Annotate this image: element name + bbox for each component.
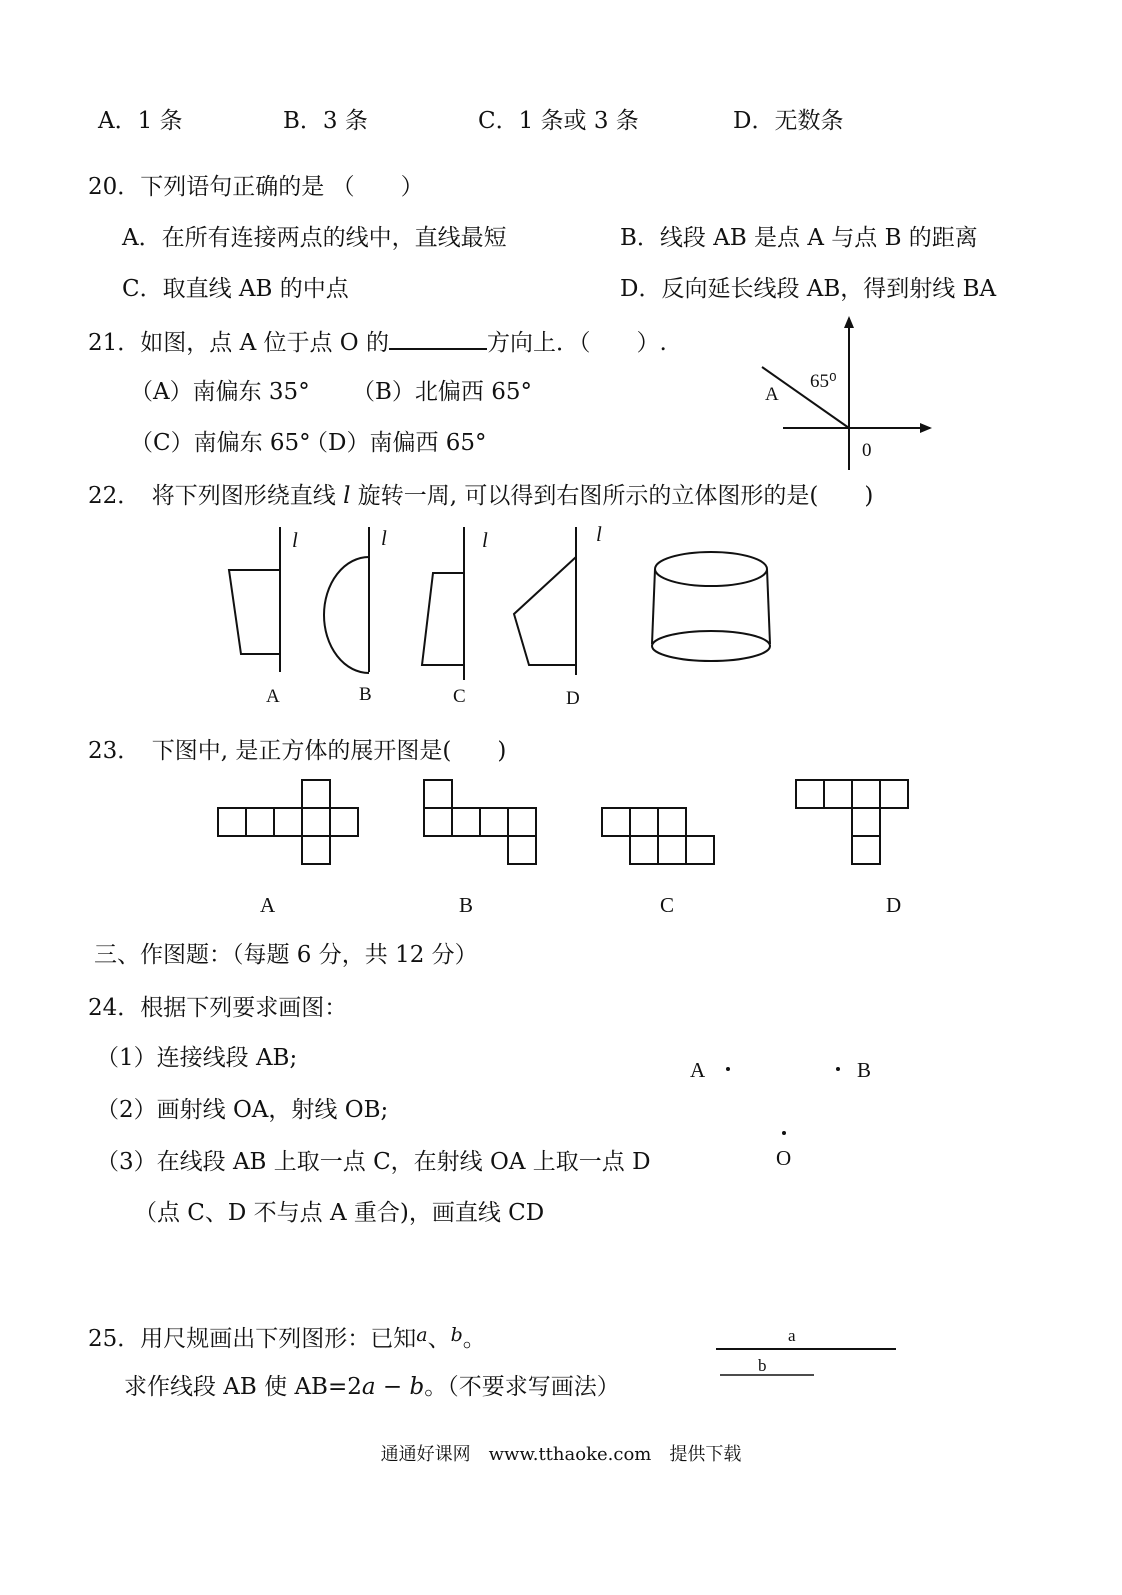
q22-label-c: C bbox=[453, 686, 466, 707]
q25-line2-minus: − bbox=[375, 1374, 410, 1400]
q21-stem-before: 21．如图，点 A 位于点 O 的 bbox=[88, 330, 389, 356]
q22-line-symbol: l bbox=[343, 483, 351, 509]
q23-label-c: C bbox=[660, 893, 675, 917]
q24-step-4: （点 C、D 不与点 A 重合)，画直线 CD bbox=[134, 1200, 545, 1226]
q21-direction-figure bbox=[762, 318, 930, 470]
q25-sep: 、 bbox=[427, 1326, 451, 1352]
q22-label-a: A bbox=[266, 686, 280, 707]
q23-label-a: A bbox=[260, 893, 276, 917]
q25-line2-b: b bbox=[409, 1374, 425, 1400]
q25-stem-end: 。 bbox=[462, 1326, 486, 1352]
section3-title: 三、作图题：（每题 6 分，共 12 分） bbox=[94, 942, 478, 968]
q22-stem-after: 旋转一周, 可以得到右图所示的立体图形的是( ) bbox=[357, 483, 874, 509]
q22-axis-l-d: l bbox=[596, 522, 602, 546]
q24-step-2: （2）画射线 OA，射线 OB; bbox=[96, 1097, 389, 1123]
q24-step-3: （3）在线段 AB 上取一点 C，在射线 OA 上取一点 D bbox=[96, 1149, 651, 1175]
q21-point-a-label: A bbox=[765, 384, 779, 405]
q19-option-b: B．3 条 bbox=[283, 108, 368, 134]
q21-option-a: （A）南偏东 35° bbox=[130, 379, 310, 405]
q22-shape-a bbox=[229, 527, 280, 672]
q19-option-c: C．1 条或 3 条 bbox=[478, 108, 639, 134]
q23-label-d: D bbox=[886, 893, 902, 917]
q20-option-d: D．反向延长线段 AB，得到射线 BA bbox=[620, 276, 997, 302]
q24-point-a bbox=[726, 1067, 730, 1071]
q24-point-a-label: A bbox=[690, 1058, 706, 1082]
q25-line2-before: 求作线段 AB 使 AB=2 bbox=[124, 1374, 362, 1400]
q22-label-d: D bbox=[566, 688, 580, 709]
q24-point-o-label: O bbox=[776, 1146, 792, 1170]
q23-net-a bbox=[218, 780, 358, 864]
q20-option-c: C．取直线 AB 的中点 bbox=[122, 276, 349, 302]
q22-axis-l-b: l bbox=[381, 526, 387, 550]
q22-frustum-solid bbox=[652, 552, 770, 661]
q22-shape-b bbox=[324, 527, 369, 673]
q22-shape-c bbox=[422, 527, 464, 680]
q23-net-c bbox=[602, 808, 714, 864]
q22-label-b: B bbox=[359, 684, 372, 705]
q25-line2-a: a bbox=[361, 1374, 376, 1400]
q20-stem: 20．下列语句正确的是 （ ） bbox=[88, 174, 424, 200]
q19-option-a: A．1 条 bbox=[98, 108, 183, 134]
q21-origin-label: 0 bbox=[862, 440, 872, 461]
q24-point-o bbox=[782, 1131, 786, 1135]
q23-net-b bbox=[424, 780, 536, 864]
q25-segment-b-label: b bbox=[758, 1356, 767, 1375]
page-footer: 通通好课网 www.tthaoke.com 提供下载 bbox=[380, 1444, 742, 1465]
q23-stem: 23． 下图中, 是正方体的展开图是( ) bbox=[88, 738, 507, 764]
q24-step-1: （1）连接线段 AB; bbox=[96, 1045, 298, 1071]
q25-segment-a-label: a bbox=[788, 1326, 796, 1345]
q25-var-b: b bbox=[450, 1324, 463, 1346]
q23-net-d bbox=[796, 780, 908, 864]
q20-option-a: A．在所有连接两点的线中，直线最短 bbox=[122, 225, 507, 251]
q20-option-b: B．线段 AB 是点 A 与点 B 的距离 bbox=[620, 225, 978, 251]
q21-stem-after: 方向上．（ ）. bbox=[486, 330, 667, 356]
q25-line2-after: 。（不要求写画法） bbox=[424, 1374, 620, 1400]
q23-label-b: B bbox=[459, 893, 474, 917]
q22-axis-l-a: l bbox=[292, 528, 298, 552]
q24-point-b-label: B bbox=[857, 1058, 872, 1082]
q21-option-c: （C）南偏东 65° bbox=[130, 430, 311, 456]
q24-point-b bbox=[836, 1067, 840, 1071]
q21-option-d: （D）南偏西 65° bbox=[305, 430, 487, 456]
q21-option-b: （B）北偏西 65° bbox=[352, 379, 532, 405]
q24-stem: 24．根据下列要求画图： bbox=[88, 995, 348, 1021]
q25-var-a: a bbox=[416, 1324, 428, 1346]
q21-angle-label: 65⁰ bbox=[810, 371, 837, 392]
q22-stem-before: 22． 将下列图形绕直线 bbox=[88, 483, 336, 509]
q22-shape-d bbox=[514, 527, 576, 675]
q25-stem-before: 25．用尺规画出下列图形：已知 bbox=[88, 1326, 417, 1352]
q22-axis-l-c: l bbox=[482, 528, 488, 552]
q19-option-d: D．无数条 bbox=[733, 108, 844, 134]
